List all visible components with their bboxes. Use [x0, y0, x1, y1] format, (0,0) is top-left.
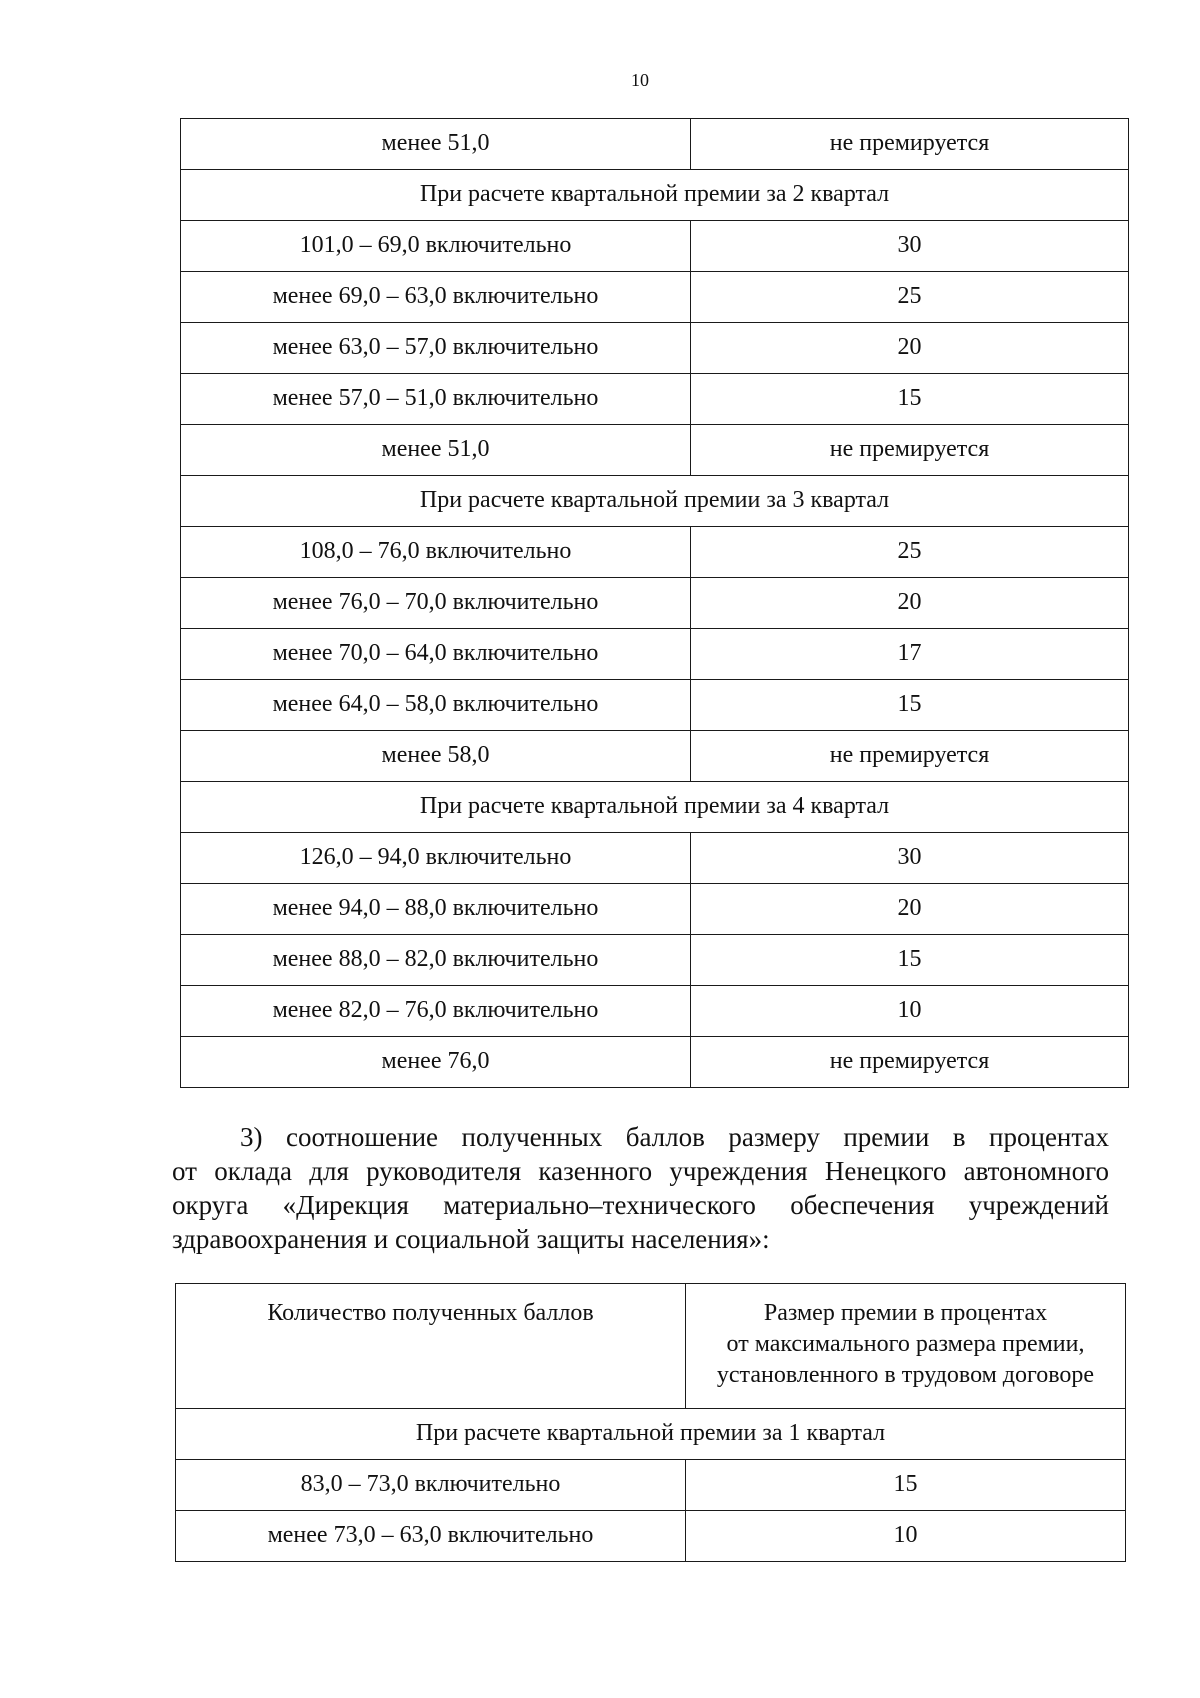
quarter-section-title: При расчете квартальной премии за 4 квартал [181, 782, 1129, 833]
paragraph-item-3 [172, 1120, 1109, 1256]
points-range-cell: менее 70,0 – 64,0 включительно [181, 629, 691, 680]
table-row [181, 272, 1129, 323]
table-row [181, 1037, 1129, 1088]
column-header-bonus-size-line: установленного в трудовом договоре [716, 1362, 1095, 1388]
table-row [176, 1511, 1126, 1562]
bonus-percent-cell: 17 [691, 629, 1129, 680]
points-range-cell: 83,0 – 73,0 включительно [176, 1460, 686, 1511]
table-row [181, 323, 1129, 374]
points-range-cell: менее 51,0 [181, 119, 691, 170]
table-row [176, 1460, 1126, 1511]
bonus-percent-cell: 30 [691, 833, 1129, 884]
points-range-cell: менее 64,0 – 58,0 включительно [181, 680, 691, 731]
quarter-section-row [181, 476, 1129, 527]
table-row [181, 935, 1129, 986]
points-range-cell: менее 94,0 – 88,0 включительно [181, 884, 691, 935]
table-row [181, 680, 1129, 731]
points-range-cell: менее 88,0 – 82,0 включительно [181, 935, 691, 986]
points-range-cell: менее 76,0 [181, 1037, 691, 1088]
paragraph-line: округа «Дирекция материально–технического обеспечения учреждений [172, 1190, 1109, 1220]
table-row [181, 578, 1129, 629]
bonus-percent-cell: не премируется [691, 119, 1129, 170]
bonus-table-2-header [176, 1284, 1126, 1409]
points-range-cell: менее 51,0 [181, 425, 691, 476]
table-row [181, 833, 1129, 884]
bonus-table-1-body [181, 119, 1129, 1088]
column-header-bonus-size-line: Размер премии в процентах [763, 1300, 1048, 1326]
table-row [181, 986, 1129, 1037]
column-header-bonus-size-line: от максимального размера премии, [726, 1331, 1085, 1357]
paragraph-line: от оклада для руководителя казенного учреждения Ненецкого автономного [172, 1156, 1109, 1186]
table-row [181, 221, 1129, 272]
quarter-section-title: При расчете квартальной премии за 3 квартал [181, 476, 1129, 527]
points-range-cell: 101,0 – 69,0 включительно [181, 221, 691, 272]
page-number: 10 [631, 70, 649, 90]
bonus-percent-cell: не премируется [691, 1037, 1129, 1088]
points-range-cell: менее 63,0 – 57,0 включительно [181, 323, 691, 374]
bonus-percent-cell: 10 [691, 986, 1129, 1037]
quarter-section-row [181, 170, 1129, 221]
points-range-cell: менее 57,0 – 51,0 включительно [181, 374, 691, 425]
bonus-percent-cell: 25 [691, 272, 1129, 323]
table-row [181, 884, 1129, 935]
bonus-percent-cell: 15 [686, 1460, 1126, 1511]
points-range-cell: менее 73,0 – 63,0 включительно [176, 1511, 686, 1562]
quarter-section-row [181, 782, 1129, 833]
table-row [181, 527, 1129, 578]
table-row [181, 731, 1129, 782]
bonus-percent-cell: 20 [691, 578, 1129, 629]
bonus-table-2-body [176, 1409, 1126, 1562]
bonus-percent-cell: 15 [691, 680, 1129, 731]
table-row [181, 119, 1129, 170]
quarter-section-title: При расчете квартальной премии за 2 квартал [181, 170, 1129, 221]
bonus-percent-cell: 20 [691, 884, 1129, 935]
bonus-percent-cell: 10 [686, 1511, 1126, 1562]
bonus-table-1 [180, 118, 1129, 1088]
bonus-percent-cell: 15 [691, 374, 1129, 425]
quarter-section-row [176, 1409, 1126, 1460]
bonus-table-2 [175, 1283, 1126, 1562]
bonus-percent-cell: 30 [691, 221, 1129, 272]
bonus-percent-cell: 15 [691, 935, 1129, 986]
bonus-percent-cell: не премируется [691, 425, 1129, 476]
column-header-points: Количество полученных баллов [176, 1284, 686, 1409]
paragraph-line: 3) соотношение полученных баллов размеру премии в процентах [240, 1122, 1109, 1152]
bonus-percent-cell: не премируется [691, 731, 1129, 782]
points-range-cell: 126,0 – 94,0 включительно [181, 833, 691, 884]
bonus-percent-cell: 20 [691, 323, 1129, 374]
points-range-cell: менее 69,0 – 63,0 включительно [181, 272, 691, 323]
table-row [181, 374, 1129, 425]
column-header-bonus-size [686, 1284, 1126, 1409]
bonus-percent-cell: 25 [691, 527, 1129, 578]
paragraph-line: здравоохранения и социальной защиты населения»: [172, 1224, 770, 1254]
quarter-section-title: При расчете квартальной премии за 1 квартал [176, 1409, 1126, 1460]
table-row [181, 629, 1129, 680]
points-range-cell: менее 76,0 – 70,0 включительно [181, 578, 691, 629]
table-row [181, 425, 1129, 476]
points-range-cell: менее 58,0 [181, 731, 691, 782]
points-range-cell: менее 82,0 – 76,0 включительно [181, 986, 691, 1037]
table-header-row [176, 1284, 1126, 1409]
points-range-cell: 108,0 – 76,0 включительно [181, 527, 691, 578]
